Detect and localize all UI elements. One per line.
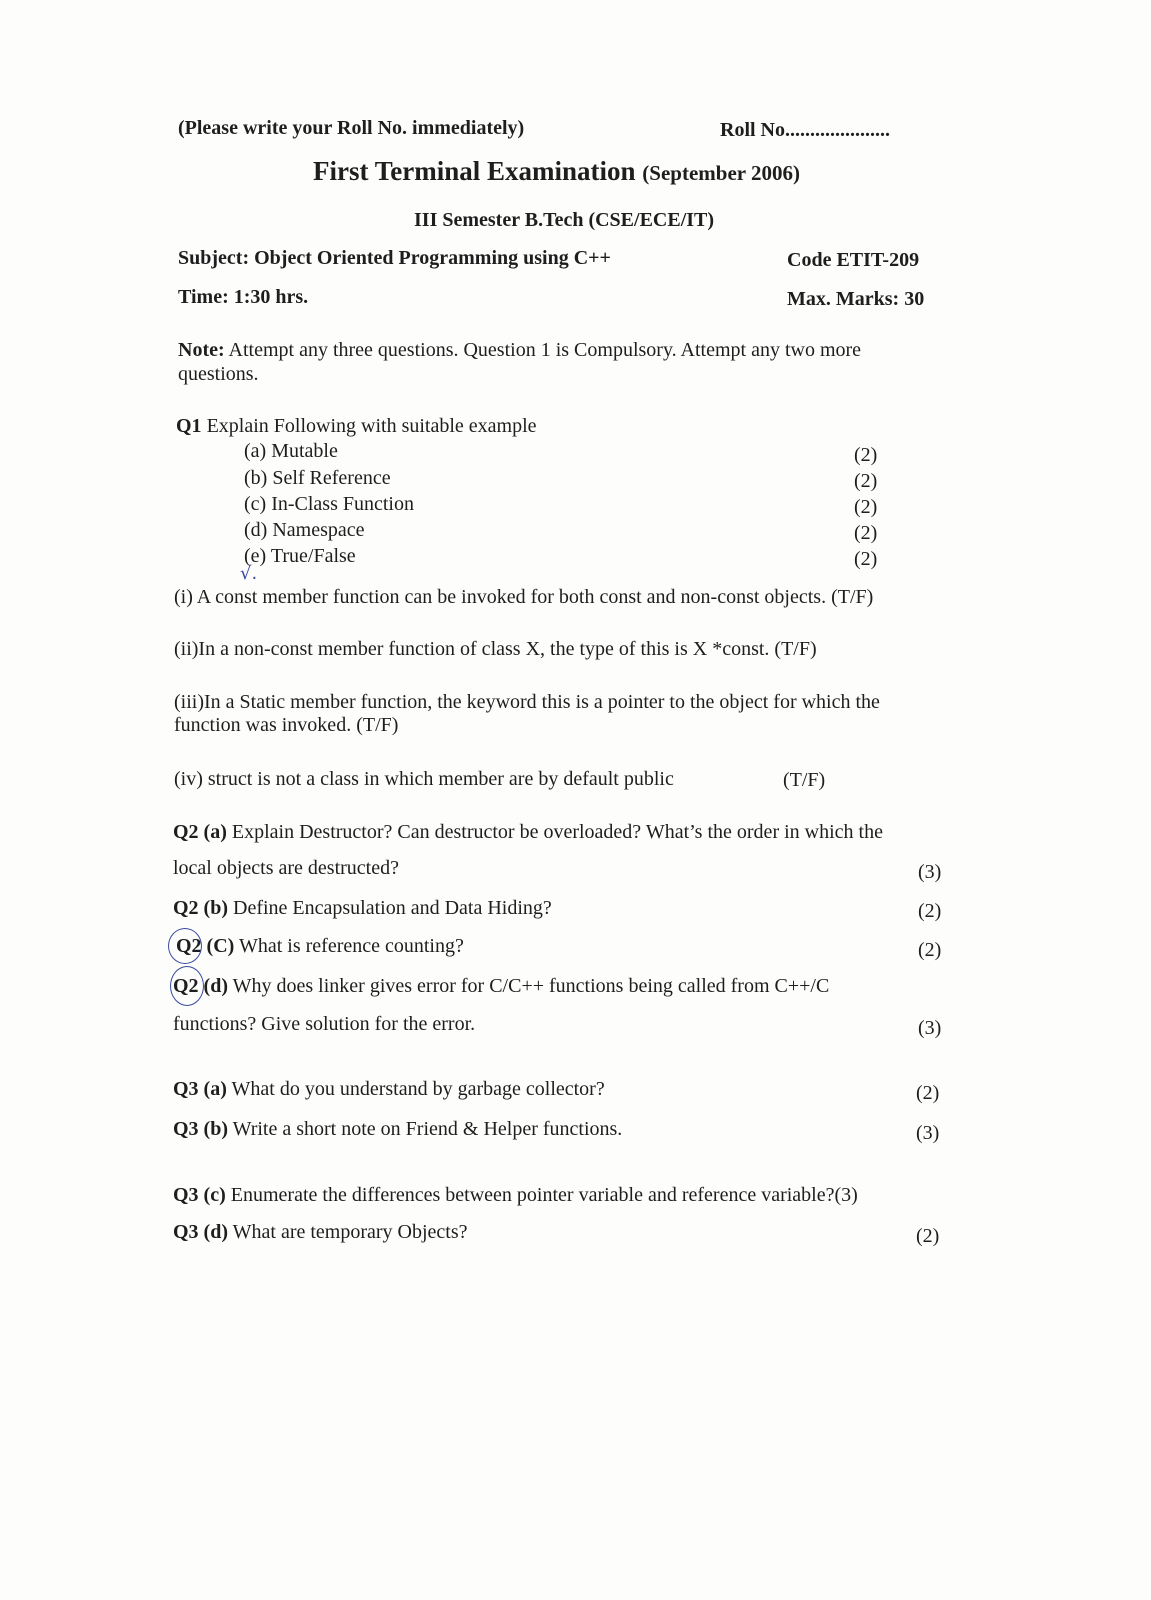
q1-item-b-marks: (2) bbox=[854, 470, 878, 492]
pen-circle-q2d-icon bbox=[170, 966, 204, 1006]
q1-item-b: (b) Self Reference bbox=[244, 467, 391, 489]
q3d-label: Q3 (d) bbox=[173, 1221, 228, 1243]
max-marks: Max. Marks: 30 bbox=[787, 288, 925, 310]
q3c-text: Enumerate the differences between pointer variable and reference variable?(3) bbox=[225, 1184, 858, 1206]
roll-no-instruction: (Please write your Roll No. immediately) bbox=[178, 117, 525, 139]
q3a-line bbox=[173, 1078, 605, 1101]
q1-item-c: (c) In-Class Function bbox=[244, 493, 414, 515]
q2b-marks: (2) bbox=[918, 900, 942, 922]
semester: III Semester B.Tech (CSE/ECE/IT) bbox=[414, 209, 715, 231]
q2b-text: Define Encapsulation and Data Hiding? bbox=[228, 897, 552, 919]
q2b-line bbox=[173, 897, 552, 920]
q3c-line bbox=[173, 1184, 858, 1207]
q2a-text: Explain Destructor? Can destructor be overloaded? What’s the order in which the bbox=[226, 821, 883, 843]
pen-checkmark-icon: √. bbox=[240, 563, 258, 584]
tf-item-ii: (ii)In a non-const member function of class X, the type of this is X *const. (T/F) bbox=[174, 638, 817, 660]
q1-item-e: (e) True/False bbox=[244, 545, 356, 567]
subject-code: Code ETIT-209 bbox=[787, 249, 920, 271]
exam-date: (September 2006) bbox=[642, 161, 800, 185]
q3d-marks: (2) bbox=[916, 1225, 940, 1247]
q3c-label: Q3 (c) bbox=[173, 1184, 226, 1206]
q1-text: Explain Following with suitable example bbox=[201, 415, 537, 437]
q3b-label: Q3 (b) bbox=[173, 1118, 228, 1140]
roll-no-field: Roll No..................... bbox=[720, 119, 890, 141]
q3b-marks: (3) bbox=[916, 1122, 940, 1144]
tf-item-iv-suffix: (T/F) bbox=[783, 769, 826, 791]
exam-title-text: First Terminal Examination bbox=[313, 156, 636, 186]
q2a-line-2: local objects are destructed? bbox=[173, 857, 399, 879]
q1-item-c-marks: (2) bbox=[854, 496, 878, 518]
pen-circle-q2c-icon bbox=[168, 928, 202, 964]
exam-time: Time: 1:30 hrs. bbox=[178, 286, 309, 308]
subject: Subject: Object Oriented Programming using C++ bbox=[178, 247, 611, 269]
q3d-text: What are temporary Objects? bbox=[228, 1221, 468, 1243]
q1-item-a: (a) Mutable bbox=[244, 440, 338, 462]
note-line-2: questions. bbox=[178, 363, 259, 385]
tf-item-iii-line-2: function was invoked. (T/F) bbox=[174, 714, 399, 736]
q2c-marks: (2) bbox=[918, 939, 942, 961]
q1-label: Q1 bbox=[176, 415, 202, 437]
q2c-text: What is reference counting? bbox=[234, 935, 464, 957]
q2c-line bbox=[176, 935, 464, 958]
q2d-line-1 bbox=[173, 975, 829, 998]
note-label: Note: bbox=[178, 339, 225, 361]
q2c-label: Q2 (C) bbox=[176, 935, 235, 957]
q1-item-e-marks: (2) bbox=[854, 548, 878, 570]
q2d-marks: (3) bbox=[918, 1017, 942, 1039]
q3a-text: What do you understand by garbage collector? bbox=[226, 1078, 605, 1100]
q2a-label: Q2 (a) bbox=[173, 821, 227, 843]
tf-item-iv: (iv) struct is not a class in which member are by default public bbox=[174, 768, 674, 790]
q1-item-a-marks: (2) bbox=[854, 444, 878, 466]
q3b-line bbox=[173, 1118, 622, 1141]
q2a-line-1 bbox=[173, 821, 883, 844]
note-line-1 bbox=[178, 339, 861, 362]
q2a-marks: (3) bbox=[918, 861, 942, 883]
q1-item-d: (d) Namespace bbox=[244, 519, 365, 541]
exam-title bbox=[313, 156, 800, 187]
q2b-label: Q2 (b) bbox=[173, 897, 228, 919]
tf-item-i: (i) A const member function can be invoked for both const and non-const objects. (T/F) bbox=[174, 586, 874, 608]
q3b-text: Write a short note on Friend & Helper functions. bbox=[228, 1118, 623, 1140]
q2d-label: Q2 (d) bbox=[173, 975, 228, 997]
note-text: Attempt any three questions. Question 1 is Compulsory. Attempt any two more bbox=[224, 339, 862, 361]
q3a-label: Q3 (a) bbox=[173, 1078, 227, 1100]
q1-item-d-marks: (2) bbox=[854, 522, 878, 544]
q1-heading bbox=[176, 415, 537, 438]
q2d-text: Why does linker gives error for C/C++ functions being called from C++/C bbox=[228, 975, 830, 997]
q3a-marks: (2) bbox=[916, 1082, 940, 1104]
q2d-line-2: functions? Give solution for the error. bbox=[173, 1013, 476, 1035]
tf-item-iii-line-1: (iii)In a Static member function, the keyword this is a pointer to the object for which the bbox=[174, 691, 880, 713]
q3d-line bbox=[173, 1221, 468, 1244]
